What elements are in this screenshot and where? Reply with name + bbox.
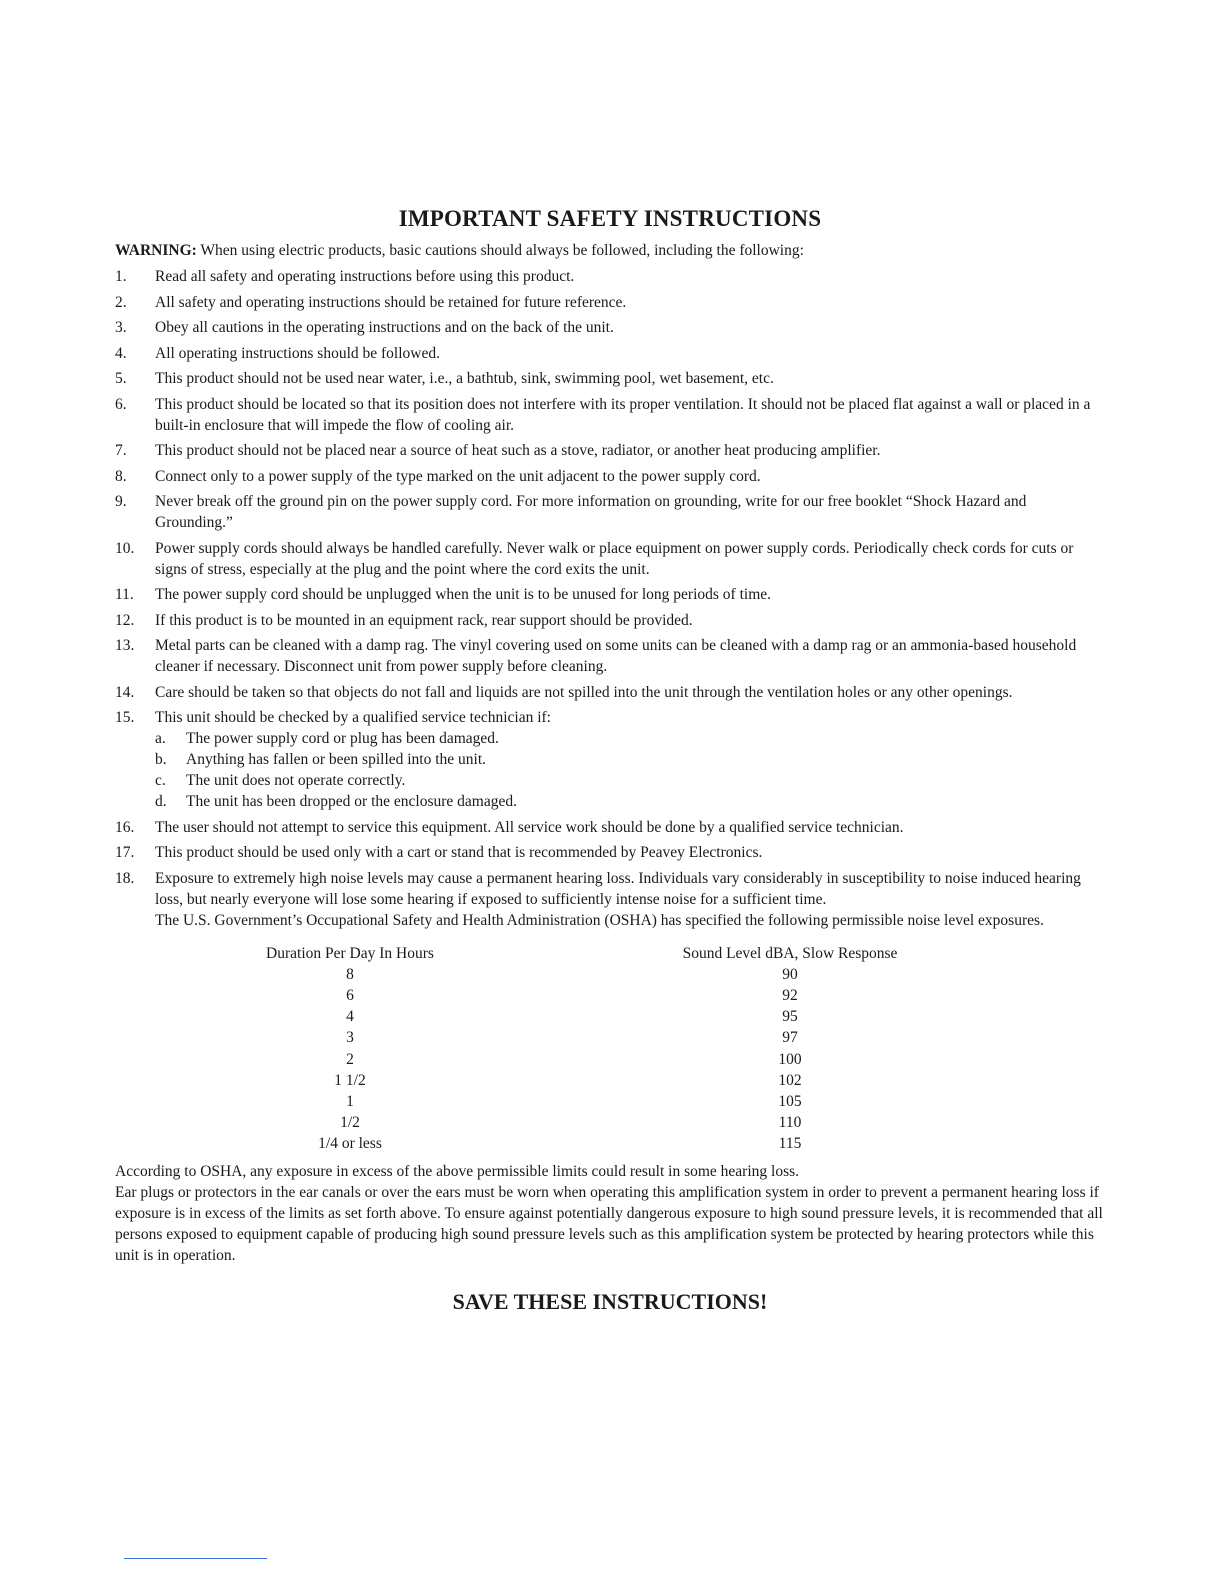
sub-list — [155, 728, 1105, 812]
item-text: The power supply cord should be unplugged when the unit is to be unused for long periods of time. — [155, 586, 772, 603]
item-text: All safety and operating instructions should be retained for future reference. — [155, 293, 627, 311]
item-number: 2. — [115, 293, 127, 311]
sub-list-item — [155, 770, 1105, 791]
sub-list-item — [155, 791, 1105, 812]
item-number: 4. — [115, 344, 127, 362]
sub-item-text: The unit does not operate correctly. — [186, 772, 406, 789]
item-text: The user should not attempt to service this equipment. All service work should be done by a qualified service technician. — [155, 818, 904, 836]
list-item — [115, 635, 1105, 677]
item-text: Obey all cautions in the operating instructions and on the back of the unit. — [155, 319, 614, 336]
item-text: This product should be used only with a cart or stand that is recommended by Peavey Electronics. — [155, 844, 763, 861]
item-text: This product should not be placed near a source of heat such as a stove, radiator, or another heat producing amplifier. — [155, 442, 881, 459]
item-number: 7. — [115, 442, 127, 459]
sub-item-letter: a. — [155, 730, 166, 747]
list-item — [115, 394, 1105, 436]
paragraph: Ear plugs or protectors in the ear canals or over the ears must be worn when operating this amplification system in order to prevent a permanent hearing loss if exposure is in excess of the limits as set forth above. To ensure against potentially dangerous exposure to high sound pressure levels, it is recommended that all persons exposed to equipment capable of producing high sound pressure levels such as this amplification system be protected by hearing protectors while this unit is in operation. — [115, 1183, 1103, 1265]
item-extra-text: The U.S. Government’s Occupational Safety and Health Administration (OSHA) has specified the following permissible noise level exposures. — [155, 911, 1044, 929]
list-item — [115, 343, 1105, 364]
item-text: Metal parts can be cleaned with a damp rag. The vinyl covering used on some units can be cleaned with a damp rag or an ammonia-based household cleaner if necessary. Disconnect unit from power supply before cleaning. — [155, 637, 1077, 675]
item-text: All operating instructions should be followed. — [155, 344, 440, 362]
list-item — [115, 466, 1105, 487]
item-text: This product should be located so that its position does not interfere with its proper ventilation. It should not be placed flat against a wall or placed in a built-in enclosure that will impede the flow of cooling air. — [155, 395, 1091, 434]
item-number: 15. — [115, 709, 135, 726]
table-cell: 1/4 or less — [318, 1135, 382, 1153]
list-item — [115, 440, 1105, 461]
table-cell: 105 — [778, 1092, 802, 1110]
item-number: 16. — [115, 818, 135, 836]
table-cell: 4 — [346, 1008, 354, 1026]
item-number: 9. — [115, 493, 127, 510]
sub-item-text: The power supply cord or plug has been damaged. — [186, 730, 499, 747]
table-cell: 110 — [778, 1114, 802, 1132]
table-cell: 92 — [782, 986, 798, 1004]
item-text: Care should be taken so that objects do not fall and liquids are not spilled into the unit through the ventilation holes or any other openings. — [155, 683, 1013, 701]
noise-exposure-table — [115, 943, 1105, 1155]
list-item — [115, 682, 1105, 703]
duration-column — [210, 943, 490, 1155]
paragraph: According to OSHA, any exposure in excess of the above permissible limits could result in some hearing loss. — [115, 1162, 800, 1180]
table-cell: 6 — [346, 986, 354, 1004]
list-item — [115, 842, 1105, 863]
table-cell: 1 1/2 — [334, 1071, 366, 1089]
sub-list-item — [155, 749, 1105, 770]
item-text: Never break off the ground pin on the power supply cord. For more information on grounding, write for our free booklet “Shock Hazard and Grounding.” — [155, 493, 1027, 531]
instruction-list — [115, 266, 1105, 931]
list-item — [115, 817, 1105, 838]
item-text: Exposure to extremely high noise levels may cause a permanent hearing loss. Individuals vary considerably in susceptibility to noise induced hearing loss, but nearly everyone will lose some hearing if exposed to sufficiently intense noise for a sufficient time. — [155, 869, 1081, 908]
item-number: 17. — [115, 844, 135, 861]
item-text: Power supply cords should always be handled carefully. Never walk or place equipment on power supply cords. Periodically check cords for cuts or signs of stress, especially at the plug and the point where the cord exits the unit. — [155, 539, 1074, 578]
document-page — [115, 206, 1105, 1315]
sub-item-text: The unit has been dropped or the enclosure damaged. — [186, 793, 517, 810]
table-cell: 115 — [778, 1135, 802, 1153]
table-cell: 95 — [782, 1008, 798, 1026]
table-cell: 97 — [782, 1029, 798, 1047]
sub-item-letter: d. — [155, 793, 167, 810]
item-number: 6. — [115, 395, 127, 413]
list-item — [115, 292, 1105, 313]
item-number: 11. — [115, 586, 134, 603]
item-number: 10. — [115, 539, 135, 557]
item-number: 18. — [115, 869, 135, 887]
item-number: 3. — [115, 319, 127, 336]
table-cell: 8 — [346, 965, 354, 983]
save-instructions-heading: SAVE THESE INSTRUCTIONS! — [452, 1288, 768, 1314]
item-text: If this product is to be mounted in an equipment rack, rear support should be provided. — [155, 611, 693, 629]
sub-item-letter: c. — [155, 772, 166, 789]
sound-level-column — [630, 943, 950, 1155]
closing-paragraphs — [115, 1161, 1105, 1267]
sub-item-letter: b. — [155, 751, 167, 768]
table-cell: 1 — [346, 1092, 354, 1110]
table-cell: 102 — [778, 1071, 802, 1089]
warning-paragraph — [115, 240, 1105, 261]
column-header: Sound Level dBA, Slow Response — [682, 944, 898, 962]
table-cell: 100 — [778, 1050, 802, 1068]
list-item — [115, 538, 1105, 580]
item-number: 5. — [115, 370, 127, 387]
column-header: Duration Per Day In Hours — [266, 944, 434, 962]
list-item — [115, 707, 1105, 812]
item-number: 1. — [115, 268, 127, 285]
list-item — [115, 491, 1105, 533]
sub-list-item — [155, 728, 1105, 749]
item-text: Connect only to a power supply of the type marked on the unit adjacent to the power supply cord. — [155, 467, 761, 485]
list-item — [115, 317, 1105, 338]
item-text: This unit should be checked by a qualified service technician if: — [155, 709, 551, 726]
table-cell: 1/2 — [340, 1114, 360, 1132]
item-number: 14. — [115, 683, 135, 701]
item-number: 13. — [115, 637, 135, 654]
list-item — [115, 584, 1105, 605]
item-text: This product should not be used near water, i.e., a bathtub, sink, swimming pool, wet basement, etc. — [155, 370, 774, 387]
table-cell: 90 — [782, 965, 798, 983]
list-item — [115, 368, 1105, 389]
list-item — [115, 868, 1105, 931]
list-item — [115, 266, 1105, 287]
page-title: IMPORTANT SAFETY INSTRUCTIONS — [398, 206, 822, 231]
item-text: Read all safety and operating instructions before using this product. — [155, 268, 575, 285]
table-cell: 3 — [346, 1029, 354, 1047]
item-number: 8. — [115, 467, 127, 485]
warning-label: WARNING: — [115, 242, 197, 259]
footer-divider — [124, 1558, 267, 1559]
sub-item-text: Anything has fallen or been spilled into the unit. — [186, 751, 487, 768]
list-item — [115, 610, 1105, 631]
item-number: 12. — [115, 611, 135, 629]
warning-text: When using electric products, basic cautions should always be followed, including the following: — [196, 242, 804, 259]
table-cell: 2 — [346, 1050, 354, 1068]
